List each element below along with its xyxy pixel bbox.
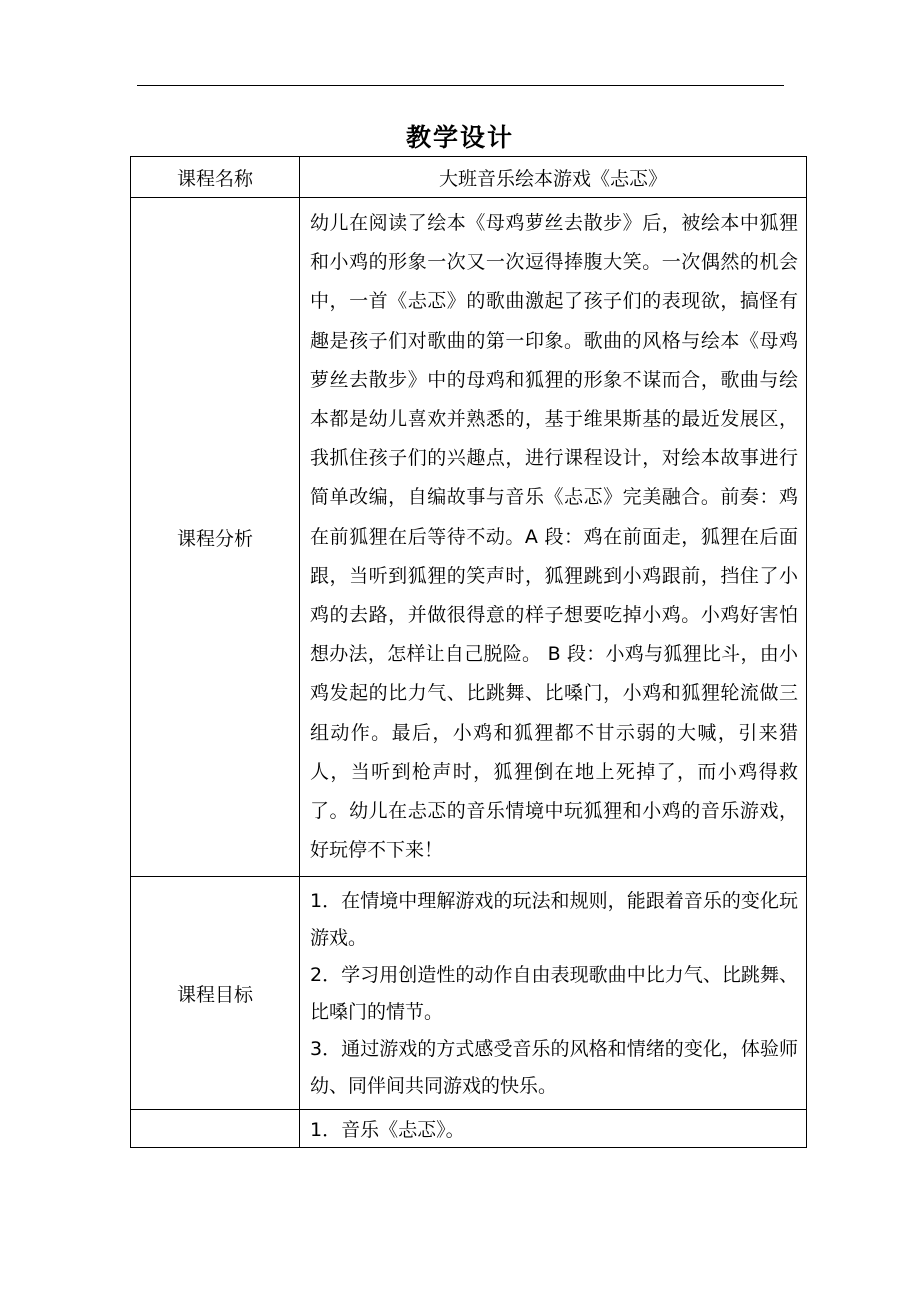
course-analysis-text: 幼儿在阅读了绘本《母鸡萝丝去散步》后，被绘本中狐狸和小鸡的形象一次又一次逗得捧腹大笑。一次偶然的机会中，一首《忐忑》的歌曲激起了孩子们的表现欲，搞怪有趣是孩子们对歌曲的第一印象。歌曲的风格与绘本《母鸡萝丝去散步》中的母鸡和狐狸的形象不谋而合，歌曲与绘本都是幼儿喜欢并熟悉的，基于维果斯基的最近发展区，我抓住孩子们的兴趣点，进行课程设计，对绘本故事进行简单改编，自编故事与音乐《忐忑》完美融合。前奏：鸡在前狐狸在后等待不动。A 段：鸡在前面走，狐狸在后面跟，当听到狐狸的笑声时，狐狸跳到小鸡跟前，挡住了小鸡的去路，并做很得意的样子想要吃掉小鸡。小鸡好害怕想办法，怎样让自己脱险。 B 段：小鸡与狐狸比斗，由小鸡发起的比力气、比跳舞、比嗓门，小鸡和狐狸轮流做三组动作。最后，小鸡和狐狸都不甘示弱的大喊，引来猎人，当听到枪声时，狐狸倒在地上死掉了，而小鸡得救了。幼儿在忐忑的音乐情境中玩狐狸和小鸡的音乐游戏，好玩停不下来！ bbox=[310, 212, 798, 862]
course-goals-list bbox=[300, 877, 806, 1109]
course-name-value: 大班音乐绘本游戏《忐忑》 bbox=[300, 157, 807, 198]
materials-cell bbox=[300, 1110, 807, 1148]
table-row bbox=[131, 1110, 807, 1148]
materials-label bbox=[131, 1110, 300, 1148]
table-row bbox=[131, 877, 807, 1110]
document-title: 教学设计 bbox=[405, 123, 514, 152]
header-rule bbox=[137, 85, 784, 86]
course-goals-cell bbox=[300, 877, 807, 1110]
goal-item: 1．在情境中理解游戏的玩法和规则，能跟着音乐的变化玩游戏。 bbox=[310, 890, 798, 950]
material-item: 1．音乐《忐忑》。 bbox=[310, 1119, 465, 1142]
goal-item: 3．通过游戏的方式感受音乐的风格和情绪的变化，体验师幼、同伴间共同游戏的快乐。 bbox=[310, 1038, 798, 1098]
goal-item: 2．学习用创造性的动作自由表现歌曲中比力气、比跳舞、比嗓门的情节。 bbox=[310, 964, 798, 1024]
course-goals-label: 课程目标 bbox=[131, 877, 300, 1110]
course-analysis-label: 课程分析 bbox=[131, 198, 300, 877]
course-analysis-cell bbox=[300, 198, 807, 877]
table-row bbox=[131, 157, 807, 198]
course-name-label: 课程名称 bbox=[131, 157, 300, 198]
lesson-design-table bbox=[130, 156, 807, 1148]
table-row bbox=[131, 198, 807, 877]
